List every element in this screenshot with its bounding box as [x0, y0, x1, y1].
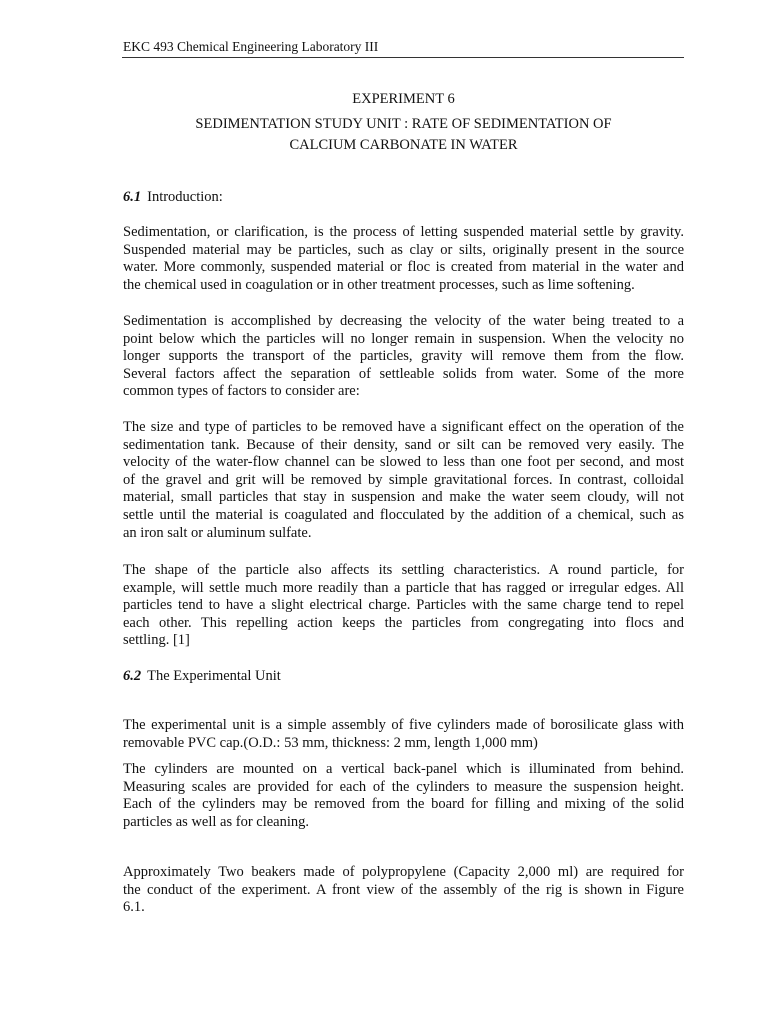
paragraph-line: the conduct of the experiment. A front view of the assembly of the rig is shown in Figure: [123, 881, 684, 898]
header-rule: [122, 57, 684, 58]
paragraph-line: removable PVC cap.(O.D.: 53 mm, thickness: 2 mm, length 1,000 mm): [123, 734, 538, 751]
paragraph-line: Sedimentation is accomplished by decreasing the velocity of the water being treated to a: [123, 313, 684, 329]
paragraph-line: an iron salt or aluminum sulfate.: [123, 524, 312, 541]
paragraph-line: Suspended material may be particles, such as clay or silts, originally present in the source: [123, 241, 684, 258]
section-number: 6.1: [123, 189, 142, 205]
paragraph: [123, 562, 684, 650]
paragraph-line: Sedimentation, or clarification, is the process of letting suspended material settle by gravity.: [123, 224, 684, 240]
running-header: EKC 493 Chemical Engineering Laboratory III: [123, 39, 379, 54]
title-line-1: SEDIMENTATION STUDY UNIT : RATE OF SEDIMENTATION OF: [195, 116, 612, 132]
section-heading-6-1: [123, 188, 223, 206]
paragraph-line: sedimentation tank. Because of their density, sand or silt can be removed very easily. The: [123, 436, 684, 453]
paragraph-line: water. More commonly, suspended material or floc is created from material in the water and: [123, 259, 684, 276]
section-number: 6.2: [123, 668, 142, 684]
paragraph-line: common types of factors to consider are:: [123, 383, 360, 400]
paragraph: [123, 419, 684, 542]
paragraph-line: Measuring scales are provided for each of the cylinders to measure the suspension height.: [123, 778, 684, 795]
paragraph-line: Several factors affect the separation of settleable solids from water. Some of the more: [123, 365, 684, 382]
paragraph-line: material, small particles that stay in suspension and make the water seem cloudy, will not: [123, 489, 684, 506]
paragraph-line: particles as well as for cleaning.: [123, 813, 310, 830]
title-line-2: CALCIUM CARBONATE IN WATER: [289, 137, 518, 153]
paragraph-line: settling. [1]: [123, 632, 190, 649]
paragraph-line: 6.1.: [123, 899, 145, 916]
paragraph-line: of the gravel and grit will be removed by simple gravitational forces. In contrast, colloidal: [123, 471, 684, 488]
paragraph-line: The cylinders are mounted on a vertical back-panel which is illuminated from behind.: [123, 761, 684, 777]
paragraph-line: Each of the cylinders may be removed from the board for filling and mixing of the solid: [123, 796, 684, 813]
paragraph: [123, 313, 684, 401]
paragraph: [123, 717, 684, 752]
paragraph-line: The experimental unit is a simple assembly of five cylinders made of borosilicate glass with: [123, 717, 684, 733]
paragraph: [123, 224, 684, 294]
paragraph-line: the chemical used in coagulation or in other treatment processes, such as lime softening.: [123, 276, 635, 293]
paragraph-line: settle until the material is coagulated and flocculated by the addition of a chemical, such as: [123, 506, 684, 523]
section-title: The Experimental Unit: [147, 668, 281, 684]
paragraph-line: Approximately Two beakers made of polypropylene (Capacity 2,000 ml) are required for: [123, 864, 684, 880]
paragraph-line: The size and type of particles to be removed have a significant effect on the operation of the: [123, 419, 684, 435]
paragraph: [123, 761, 684, 831]
paragraph: [123, 864, 684, 917]
paragraph-line: longer supports the transport of the particles, gravity will remove them from the flow.: [123, 348, 684, 365]
paragraph-line: The shape of the particle also affects its settling characteristics. A round particle, for: [123, 562, 684, 578]
paragraph-line: velocity of the water-flow channel can be slowed to less than one foot per second, and most: [123, 454, 684, 471]
experiment-number: EXPERIMENT 6: [352, 91, 455, 107]
paragraph-line: point below which the particles will no longer remain in suspension. When the velocity no: [123, 330, 684, 347]
paragraph-line: each other. This repelling action keeps the particles from congregating into flocs and: [123, 614, 684, 631]
paragraph-line: particles tend to have a slight electrical charge. Particles with the same charge tend to repel: [123, 597, 684, 614]
section-heading-6-2: [123, 667, 281, 685]
paragraph-line: example, will settle much more readily than a particle that has ragged or irregular edges. All: [123, 579, 684, 596]
section-title: Introduction:: [147, 189, 223, 205]
